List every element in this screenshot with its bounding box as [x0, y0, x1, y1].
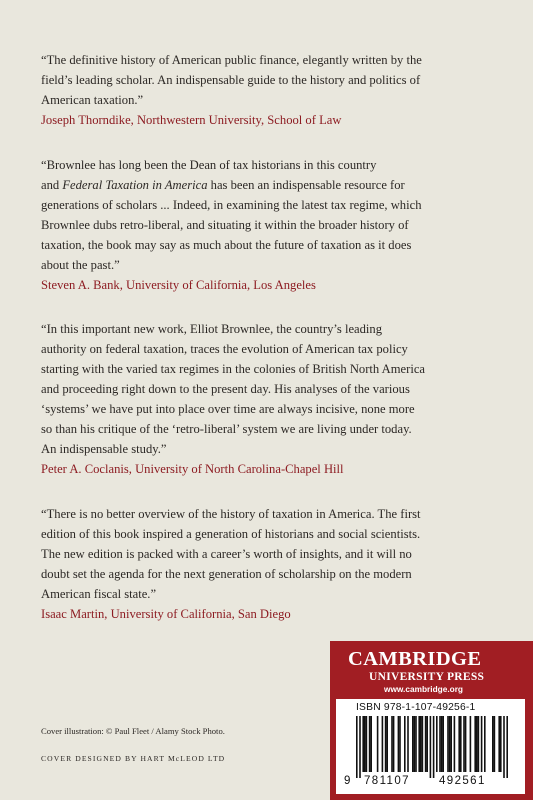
barcode-bar: [362, 716, 364, 772]
barcode-bar: [399, 716, 401, 772]
quote-line: and proceeding right down to the present day. His analyses of the various: [41, 382, 410, 396]
barcode-bar: [418, 716, 420, 772]
barcode-bar: [407, 716, 409, 772]
barcode-bar: [425, 716, 427, 772]
quote-text: [41, 504, 501, 604]
endorsement-4: [41, 504, 501, 624]
publisher-website: www.cambridge.org: [384, 684, 463, 694]
barcode-icon: [336, 716, 525, 778]
barcode-bar: [377, 716, 379, 772]
barcode-bar: [465, 716, 467, 772]
book-title: Federal Taxation in America: [62, 178, 208, 192]
barcode-bar: [366, 716, 368, 772]
quote-attribution: Isaac Martin, University of California, San Diego: [41, 607, 291, 621]
barcode-bar: [474, 716, 476, 772]
quote-line: ‘systems’ we have put into place over time are always incisive, none more: [41, 402, 415, 416]
barcode-bar: [426, 716, 428, 772]
barcode-bar: [356, 716, 358, 778]
barcode-bar: [433, 716, 435, 778]
barcode-panel: [336, 699, 525, 794]
barcode-bar: [463, 716, 465, 772]
barcode-bar: [470, 716, 472, 772]
endorsement-2: [41, 155, 501, 295]
quote-line: American taxation.”: [41, 93, 144, 107]
quote-line: field’s leading scholar. An indispensable guide to the history and politics of: [41, 73, 421, 87]
barcode-bar: [458, 716, 460, 772]
quote-line: “The definitive history of American public finance, elegantly written by the: [41, 53, 422, 67]
barcode-bar: [478, 716, 480, 772]
barcode-bar: [481, 716, 483, 772]
cover-design-credit: COVER DESIGNED BY HART McLEOD LTD: [41, 754, 226, 763]
quote-line: edition of this book inspired a generation of historians and social scientists.: [41, 527, 421, 541]
quote-line: so than his critique of the ‘retro-liberal’ system we are living under today.: [41, 422, 412, 436]
barcode-bar: [391, 716, 393, 772]
barcode-bar: [415, 716, 417, 772]
barcode-bar: [450, 716, 452, 772]
barcode-bar: [369, 716, 371, 772]
barcode-bar: [422, 716, 424, 772]
barcode-bar: [430, 716, 432, 778]
quote-line: starting with the varied tax regimes in the colonies of British North America: [41, 362, 426, 376]
quote-text: [41, 155, 501, 275]
quote-line: “In this important new work, Elliot Brownlee, the country’s leading: [41, 322, 383, 336]
barcode-bar: [506, 716, 508, 778]
quote-line: taxation, the book may say as much about the future of taxation as it does: [41, 238, 412, 252]
barcode-first-digit: 9: [344, 775, 352, 787]
barcode-bar: [385, 716, 387, 772]
barcode-bar: [420, 716, 422, 772]
barcode-bar: [484, 716, 486, 772]
barcode-bar: [503, 716, 505, 778]
quote-line: Brownlee dubs retro-liberal, and situating it within the broader history of: [41, 218, 409, 232]
quote-line-part: has been an indispensable resource for: [207, 178, 405, 192]
barcode-bar: [439, 716, 441, 772]
publisher-logo-name: CAMBRIDGE: [348, 648, 482, 670]
barcode-bar: [460, 716, 462, 772]
barcode-bar: [442, 716, 444, 772]
quote-line: doubt set the agenda for the next generation of scholarship on the modern: [41, 567, 412, 581]
quote-line: about the past.”: [41, 258, 120, 272]
quote-line: American fiscal state.”: [41, 587, 157, 601]
quote-line: “Brownlee has long been the Dean of tax historians in this country: [41, 158, 377, 172]
barcode-right-group: 492561: [439, 775, 486, 787]
barcode-bar: [370, 716, 372, 772]
cover-illustration-credit: Cover illustration: © Paul Fleet / Alamy Stock Photo.: [41, 726, 225, 736]
quote-attribution: Steven A. Bank, University of California, Los Angeles: [41, 278, 316, 292]
endorsement-1: [41, 50, 501, 130]
barcode-bar: [454, 716, 456, 772]
barcode-bar: [393, 716, 395, 772]
endorsements: [41, 50, 501, 649]
barcode-bar: [447, 716, 449, 772]
barcode-bar: [414, 716, 416, 772]
barcode-bar: [436, 716, 438, 772]
endorsement-3: [41, 319, 501, 479]
quote-line-part: and: [41, 178, 63, 192]
quote-line: authority on federal taxation, traces the evolution of American tax policy: [41, 342, 408, 356]
barcode-bar: [386, 716, 388, 772]
isbn-label: ISBN 978-1-107-49256-1: [356, 702, 476, 713]
barcode-bar: [398, 716, 400, 772]
barcode-bar: [404, 716, 406, 772]
barcode-bar: [382, 716, 384, 772]
quote-line: “There is no better overview of the history of taxation in America. The first: [41, 507, 421, 521]
barcode-bar: [412, 716, 414, 772]
publisher-panel: [330, 641, 533, 800]
publisher-logo-press: UNIVERSITY PRESS: [369, 671, 485, 683]
barcode-left-group: 781107: [364, 775, 410, 787]
barcode-bar: [364, 716, 366, 772]
quote-line: generations of scholars ... Indeed, in examining the latest tax regime, which: [41, 198, 422, 212]
barcode-bar: [441, 716, 443, 772]
quote-text: [41, 319, 501, 459]
cover-credits: [41, 725, 301, 763]
barcode-bar: [498, 716, 500, 772]
barcode-bar: [494, 716, 496, 772]
barcode-bar: [476, 716, 478, 772]
quote-attribution: Joseph Thorndike, Northwestern University, School of Law: [41, 113, 342, 127]
quote-text: [41, 50, 501, 110]
quote-attribution: Peter A. Coclanis, University of North Carolina-Chapel Hill: [41, 462, 344, 476]
barcode-bar: [492, 716, 494, 772]
barcode-bar: [449, 716, 451, 772]
quote-line: The new edition is packed with a career’s worth of insights, and it will no: [41, 547, 412, 561]
barcode-bar: [500, 716, 502, 772]
quote-line: An indispensable study.”: [41, 442, 167, 456]
barcode-bar: [359, 716, 361, 778]
